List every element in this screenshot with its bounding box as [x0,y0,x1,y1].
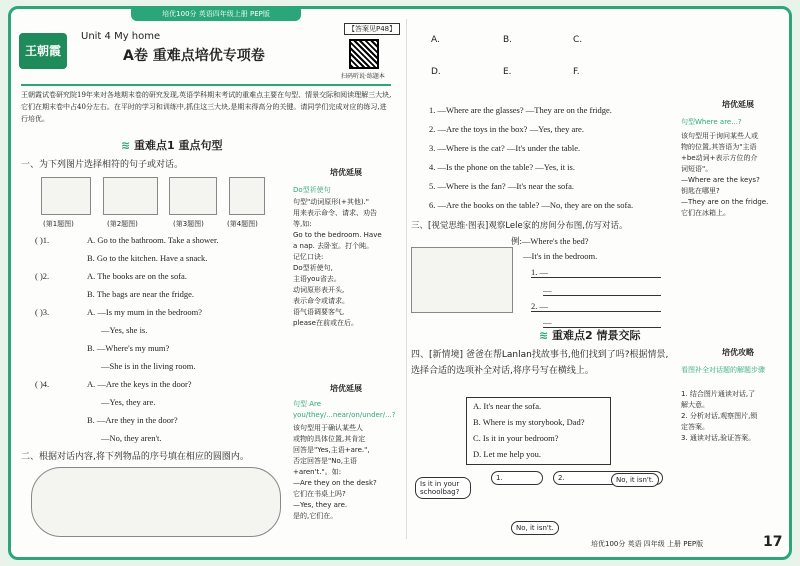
caption-4: (第4题图) [227,220,258,228]
answer-tag: 【答案见P48】 [344,23,400,35]
pic-label-d: D. [431,67,441,77]
sidebar2-head: 句型 Are you/they/...near/on/under/...? [293,400,396,419]
speech-bubble-3: No, it isn't. [511,521,559,535]
sidebar2-body: 该句型用于确认某些人 或物的具体位置,其肯定 回答是"Yes,主语+are.", 否定回答是"No,主语 +aren't."。如: —Are they on the desk? 它们在书桌上吗? —Yes, they are. 是的,它们在。 [293,424,377,520]
section2-title: ≋ 重难点2 情景交际 [539,329,641,342]
publisher-logo: 王朝霞 [19,33,67,69]
q3-number[interactable]: ( )3. [35,307,50,317]
speech-bubble-2: No, it isn't. [611,473,659,487]
dialog-line-5: 5. —Where is the fan? —It's near the sofa. [429,181,575,191]
q3-option-a: A. —Is my mum in the bedroom? [87,307,202,317]
dialog-line-6: 6. —Are the books on the table? —No, they are on the sofa. [429,200,634,210]
answer-blank-1[interactable]: 1. [491,471,543,485]
q3-example-q: 例:—Where's the bed? [511,236,589,246]
option-a: A. It's near the sofa. [473,401,542,411]
q3-blank-4[interactable]: — [543,317,661,328]
q2-number[interactable]: ( )2. [35,271,50,281]
qr-code-icon[interactable] [349,39,379,69]
q3-instruction: 三、[视觉思维·图表]观察Lele家的房间分布图,仿写对话。 [411,221,628,231]
q4-number[interactable]: ( )4. [35,379,50,389]
kitchen-picture [41,177,91,215]
caption-1: (第1题图) [43,220,74,228]
page-title: A卷 重难点培优专项卷 [123,48,265,64]
q1-number[interactable]: ( )1. [35,235,50,245]
option-c: C. Is it in your bedroom? [473,433,559,443]
sofa-picture [103,177,158,215]
sidebar4-head: 看图补全对话题的解题步骤 [681,366,765,374]
door-picture [229,177,265,215]
speech-bubble-1: Is it in your schoolbag? [415,477,471,499]
sidebar4-title: 培优攻略 [722,348,754,357]
q3-example-a: —It's in the bedroom. [523,251,598,261]
section-mark-icon: ≋ [539,329,553,342]
qr-caption: 扫码听说·练题本 [341,73,385,80]
unit-label: Unit 4 My home [81,31,161,42]
q3-blank-1[interactable]: 1. — [531,267,661,278]
q3-blank-3[interactable]: 2. — [531,301,661,312]
dialog-line-4: 4. —Is the phone on the table? —Yes, it is. [429,162,575,172]
sidebar3-title: 培优延展 [722,100,754,109]
caption-2: (第2题图) [107,220,138,228]
q3-option-b2: —She is in the living room. [101,361,196,371]
dialog-line-1: 1. —Where are the glasses? —They are on the fridge. [429,105,612,115]
sidebar4-body: 1. 结合图片通读对话,了 解大意。 2. 分析对话,观察图片,锁 定答案。 3. 通读对话,验证答案。 [681,390,758,442]
q4-option-a: A. —Are the keys in the door? [87,379,192,389]
pic-label-c: C. [573,35,583,45]
option-d: D. Let me help you. [473,449,541,459]
dialog-line-3: 3. —Where is the cat? —It's under the table. [429,143,581,153]
q4-option-b: B. —Are they in the door? [87,415,178,425]
section1-title: ≋ 重难点1 重点句型 [121,139,223,152]
sidebar1-head: Do型祈使句 [293,186,331,194]
sidebar2-title: 培优延展 [330,384,362,393]
q1-option-a: A. Go to the bathroom. Take a shower. [87,235,219,245]
q4-option-b2: —No, they aren't. [101,433,162,443]
footer-text: 培优100分 英语 四年级 上册 PEP版 [591,540,704,548]
sidebar3-head: 句型Where are...? [681,118,742,126]
pic-label-f: F. [573,67,580,77]
q2-option-b: B. The bags are near the fridge. [87,289,194,299]
q3-blank-2[interactable]: — [543,285,661,296]
answer-blank-2[interactable]: 2. [553,471,663,485]
pic-label-e: E. [503,67,512,77]
q3-option-a2: —Yes, she is. [101,325,148,335]
column-divider [406,19,407,539]
sidebar3-body: 该句型用于询问某些人或 物的位置,其答语为"主语 +be动词+表示方位的介 词短语"。 —Where are the keys? 钥匙在哪里? —They are on the fridge. 它们在冰箱上。 [681,132,769,217]
intro-text: 王朝霞试卷研究院19年来对各地期末卷的研究发现,英语学科期末考试的重难点主要在句型、情景交际和阅读理解三大块,它们在期末卷中占40分左右。在平时的学习和训练中,抓住这三大块,是期末得高分的关键。请同学们完成对应的练习,进行培优。 [21,91,392,123]
sidebar1-title: 培优延展 [330,168,362,177]
dialog-line-2: 2. —Are the toys in the box? —Yes, they are. [429,124,584,134]
page-number: 17 [763,534,783,550]
worksheet-page [8,6,792,560]
pic-label-b: B. [503,35,513,45]
q2-instruction: 二、根据对话内容,将下列物品的序号填在相应的圆圈内。 [21,452,249,462]
q3-option-b: B. —Where's my mum? [87,343,170,353]
q2-option-a: A. The books are on the sofa. [87,271,187,281]
house-floorplan-picture [411,247,513,313]
header-divider [21,84,391,86]
sidebar1-body: 句型"动词原形(+其他)." 用来表示命令、请求、劝告 等,如: Go to the bedroom. Have a nap. 去卧室。打个盹。 记忆口诀: Do型祈使句, 主语you省去。 动词原形表开头, 表示命令或请求。 语气语调要客气, please在前或在后。 [293,198,382,327]
section-mark-icon: ≋ [121,139,135,152]
q4-option-a2: —Yes, they are. [101,397,156,407]
caption-3: (第3题图) [173,220,204,228]
option-b: B. Where is my storybook, Dad? [473,417,585,427]
pic-label-a: A. [431,35,440,45]
room-circles-picture [31,467,281,537]
q1-instruction: 一、为下列图片选择相符的句子或对话。 [21,160,184,170]
q4-instruction: 四、[新情境] 爸爸在帮Lanlan找故事书,他们找到了吗?根据情景,选择合适的选项补全对话,将序号写在横线上。 [411,350,669,376]
top-banner: 培优100分 英语四年级上册 PEP版 [131,7,301,21]
q1-option-b: B. Go to the kitchen. Have a snack. [87,253,208,263]
livingroom-picture [169,177,217,215]
